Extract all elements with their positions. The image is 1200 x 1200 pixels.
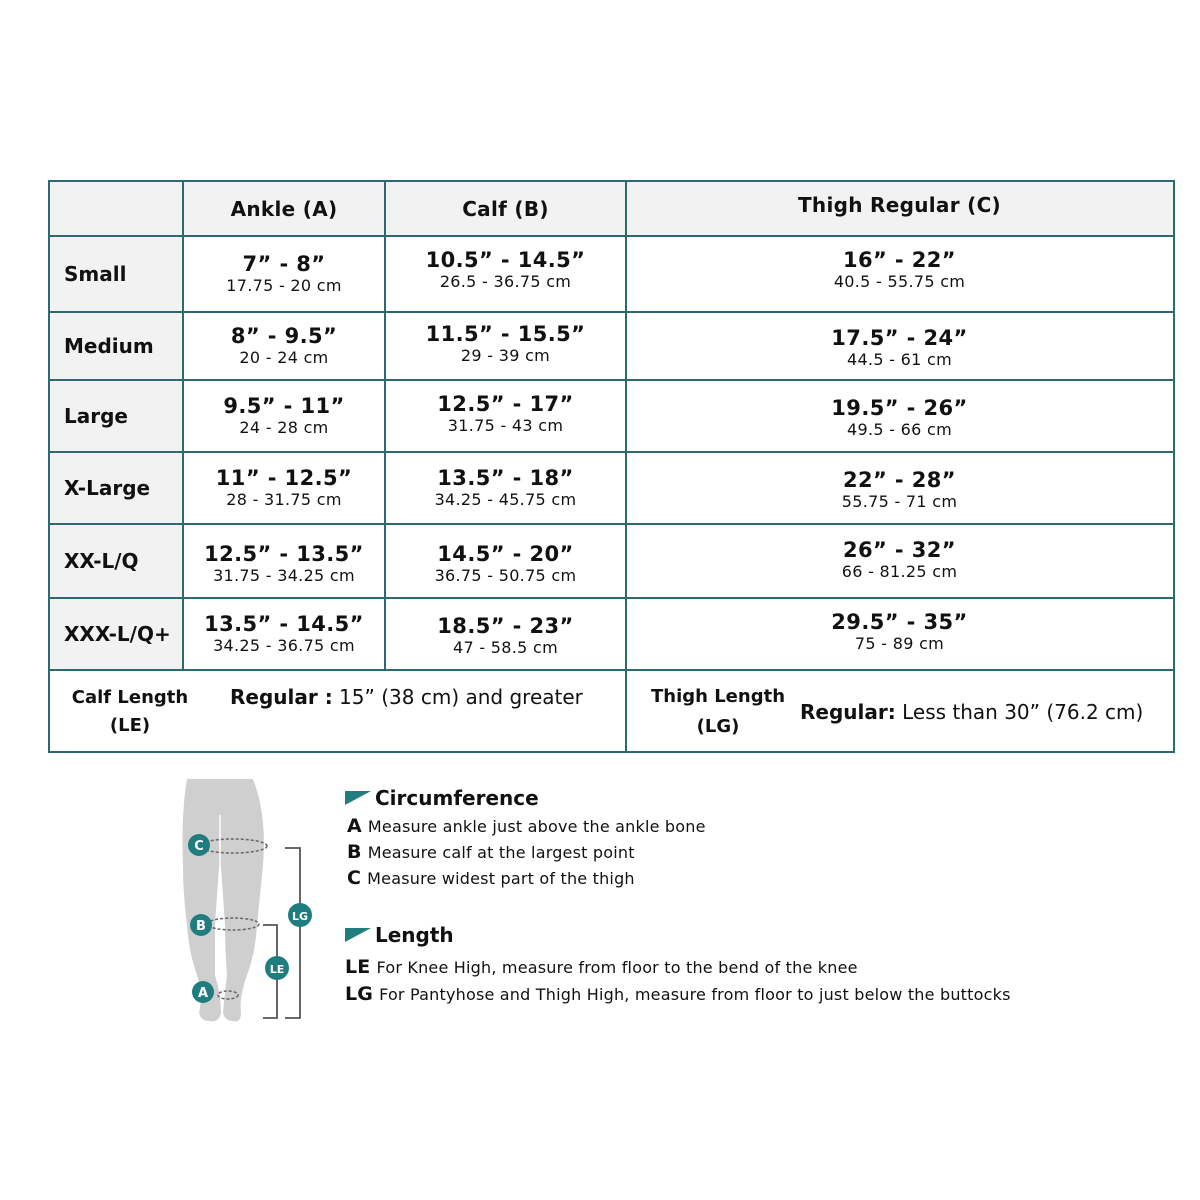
ankle-cm: 17.75 - 20 cm bbox=[226, 276, 342, 295]
calf-inches: 14.5” - 20” bbox=[437, 542, 574, 566]
calf-cell bbox=[385, 606, 626, 666]
size-label: XXX-L/Q+ bbox=[64, 622, 171, 646]
svg-text:B: B bbox=[196, 919, 206, 934]
ankle-cell bbox=[183, 458, 385, 518]
ankle-cm: 34.25 - 36.75 cm bbox=[213, 636, 355, 655]
size-chart-table bbox=[48, 180, 1175, 753]
calf-cm: 31.75 - 43 cm bbox=[447, 416, 564, 435]
calf-inches: 10.5” - 14.5” bbox=[425, 248, 586, 272]
calf-inches: 18.5” - 23” bbox=[437, 614, 574, 638]
calf-cell bbox=[385, 384, 626, 444]
thigh-cell bbox=[626, 460, 1173, 520]
flag-icon bbox=[345, 791, 371, 805]
ankle-cm: 31.75 - 34.25 cm bbox=[213, 566, 355, 585]
header-calf: Calf (B) bbox=[462, 197, 549, 221]
legend-item-b bbox=[347, 841, 635, 863]
legend-item-c bbox=[347, 867, 635, 889]
legend-key: LG bbox=[345, 983, 374, 1005]
row-divider bbox=[50, 451, 1173, 453]
marker-lg bbox=[288, 903, 312, 927]
marker-c bbox=[188, 834, 210, 856]
calf-cell bbox=[385, 314, 626, 374]
ankle-inches: 11” - 12.5” bbox=[215, 466, 353, 490]
calf-cell bbox=[385, 534, 626, 594]
thigh-cm: 49.5 - 66 cm bbox=[847, 420, 952, 439]
legend-text: Measure widest part of the thigh bbox=[367, 869, 635, 888]
size-label: X-Large bbox=[64, 476, 151, 500]
thigh-cm: 40.5 - 55.75 cm bbox=[833, 272, 966, 291]
thigh-cell bbox=[626, 530, 1173, 590]
thigh-cell bbox=[626, 388, 1173, 448]
thigh-cm: 75 - 89 cm bbox=[854, 634, 945, 653]
legend-item-lg bbox=[345, 983, 1011, 1005]
ankle-inches: 13.5” - 14.5” bbox=[204, 612, 364, 636]
thigh-length-regular: Regular: bbox=[800, 700, 896, 724]
calf-cell bbox=[385, 240, 626, 300]
calf-cm: 47 - 58.5 cm bbox=[453, 638, 558, 657]
calf-inches: 11.5” - 15.5” bbox=[425, 322, 586, 346]
row-divider bbox=[50, 669, 1173, 671]
ankle-cell bbox=[183, 386, 385, 446]
row-divider bbox=[50, 235, 1173, 237]
thigh-inches: 17.5” - 24” bbox=[831, 326, 968, 350]
ankle-inches: 12.5” - 13.5” bbox=[204, 542, 364, 566]
flag-icon bbox=[345, 928, 371, 942]
calf-cm: 26.5 - 36.75 cm bbox=[439, 272, 572, 291]
legend-key: LE bbox=[345, 956, 371, 978]
marker-b bbox=[190, 914, 212, 936]
calf-length-text: 15” (38 cm) and greater bbox=[332, 685, 583, 709]
calf-cell bbox=[385, 458, 626, 518]
row-divider bbox=[50, 523, 1173, 525]
col-divider bbox=[625, 182, 627, 753]
ankle-cell bbox=[183, 244, 385, 304]
thigh-length-label bbox=[646, 682, 790, 742]
legend-key: B bbox=[347, 841, 362, 863]
row-divider bbox=[50, 597, 1173, 599]
calf-inches: 12.5” - 17” bbox=[437, 392, 574, 416]
ankle-cm: 28 - 31.75 cm bbox=[226, 490, 342, 509]
thigh-inches: 26” - 32” bbox=[843, 538, 956, 562]
ankle-cm: 24 - 28 cm bbox=[239, 418, 329, 437]
length-title: Length bbox=[375, 923, 454, 947]
marker-le bbox=[265, 956, 289, 980]
size-label: Small bbox=[64, 262, 127, 286]
calf-length-title: Calf Length bbox=[71, 687, 189, 708]
thigh-cm: 66 - 81.25 cm bbox=[841, 562, 958, 581]
svg-text:C: C bbox=[194, 839, 204, 854]
calf-inches: 13.5” - 18” bbox=[437, 466, 574, 490]
calf-cm: 36.75 - 50.75 cm bbox=[434, 566, 577, 585]
legend-item-le bbox=[345, 956, 858, 978]
ankle-inches: 8” - 9.5” bbox=[230, 324, 338, 348]
legend-text: Measure ankle just above the ankle bone bbox=[367, 817, 706, 836]
legend-text: For Knee High, measure from floor to the bend of the knee bbox=[376, 958, 858, 977]
circumference-heading bbox=[345, 786, 539, 810]
size-label: Medium bbox=[64, 334, 154, 358]
thigh-length-value bbox=[800, 700, 1143, 724]
length-heading bbox=[345, 923, 454, 947]
calf-cm: 34.25 - 45.75 cm bbox=[434, 490, 577, 509]
svg-text:A: A bbox=[197, 986, 209, 1001]
thigh-length-code: (LG) bbox=[696, 716, 740, 737]
size-label: Large bbox=[64, 404, 128, 428]
legend-text: For Pantyhose and Thigh High, measure from floor to just below the buttocks bbox=[379, 985, 1011, 1004]
ankle-inches: 9.5” - 11” bbox=[223, 394, 345, 418]
marker-a bbox=[192, 981, 214, 1003]
thigh-length-title: Thigh Length bbox=[650, 686, 786, 707]
calf-length-code: (LE) bbox=[109, 715, 151, 736]
thigh-length-text: Less than 30” (76.2 cm) bbox=[895, 700, 1144, 724]
ankle-inches: 7” - 8” bbox=[242, 252, 326, 276]
thigh-inches: 29.5” - 35” bbox=[831, 610, 968, 634]
header-thigh: Thigh Regular (C) bbox=[797, 193, 1001, 217]
ankle-cell bbox=[183, 316, 385, 376]
calf-cm: 29 - 39 cm bbox=[460, 346, 551, 365]
circumference-title: Circumference bbox=[375, 786, 539, 810]
calf-length-value bbox=[230, 685, 583, 709]
lg-bracket bbox=[285, 848, 300, 1018]
size-label: XX-L/Q bbox=[64, 549, 139, 573]
legend-item-a bbox=[347, 815, 706, 837]
leg-diagram-icon bbox=[175, 775, 325, 1030]
thigh-inches: 19.5” - 26” bbox=[831, 396, 968, 420]
thigh-cell bbox=[626, 240, 1173, 300]
calf-length-label bbox=[64, 684, 196, 740]
thigh-cell bbox=[626, 602, 1173, 662]
ankle-cell bbox=[183, 534, 385, 594]
svg-text:LE: LE bbox=[269, 963, 285, 976]
row-divider bbox=[50, 379, 1173, 381]
legend-key: C bbox=[347, 867, 362, 889]
legend-key: A bbox=[347, 815, 362, 837]
thigh-inches: 16” - 22” bbox=[843, 248, 956, 272]
calf-length-regular: Regular : bbox=[230, 685, 333, 709]
thigh-cell bbox=[626, 318, 1173, 378]
legend-text: Measure calf at the largest point bbox=[367, 843, 635, 862]
thigh-cm: 44.5 - 61 cm bbox=[847, 350, 952, 369]
thigh-inches: 22” - 28” bbox=[843, 468, 956, 492]
ankle-cm: 20 - 24 cm bbox=[239, 348, 329, 367]
ankle-cell bbox=[183, 604, 385, 664]
row-divider bbox=[50, 311, 1173, 313]
header-ankle: Ankle (A) bbox=[230, 197, 338, 221]
thigh-cm: 55.75 - 71 cm bbox=[841, 492, 958, 511]
svg-text:LG: LG bbox=[291, 910, 309, 923]
